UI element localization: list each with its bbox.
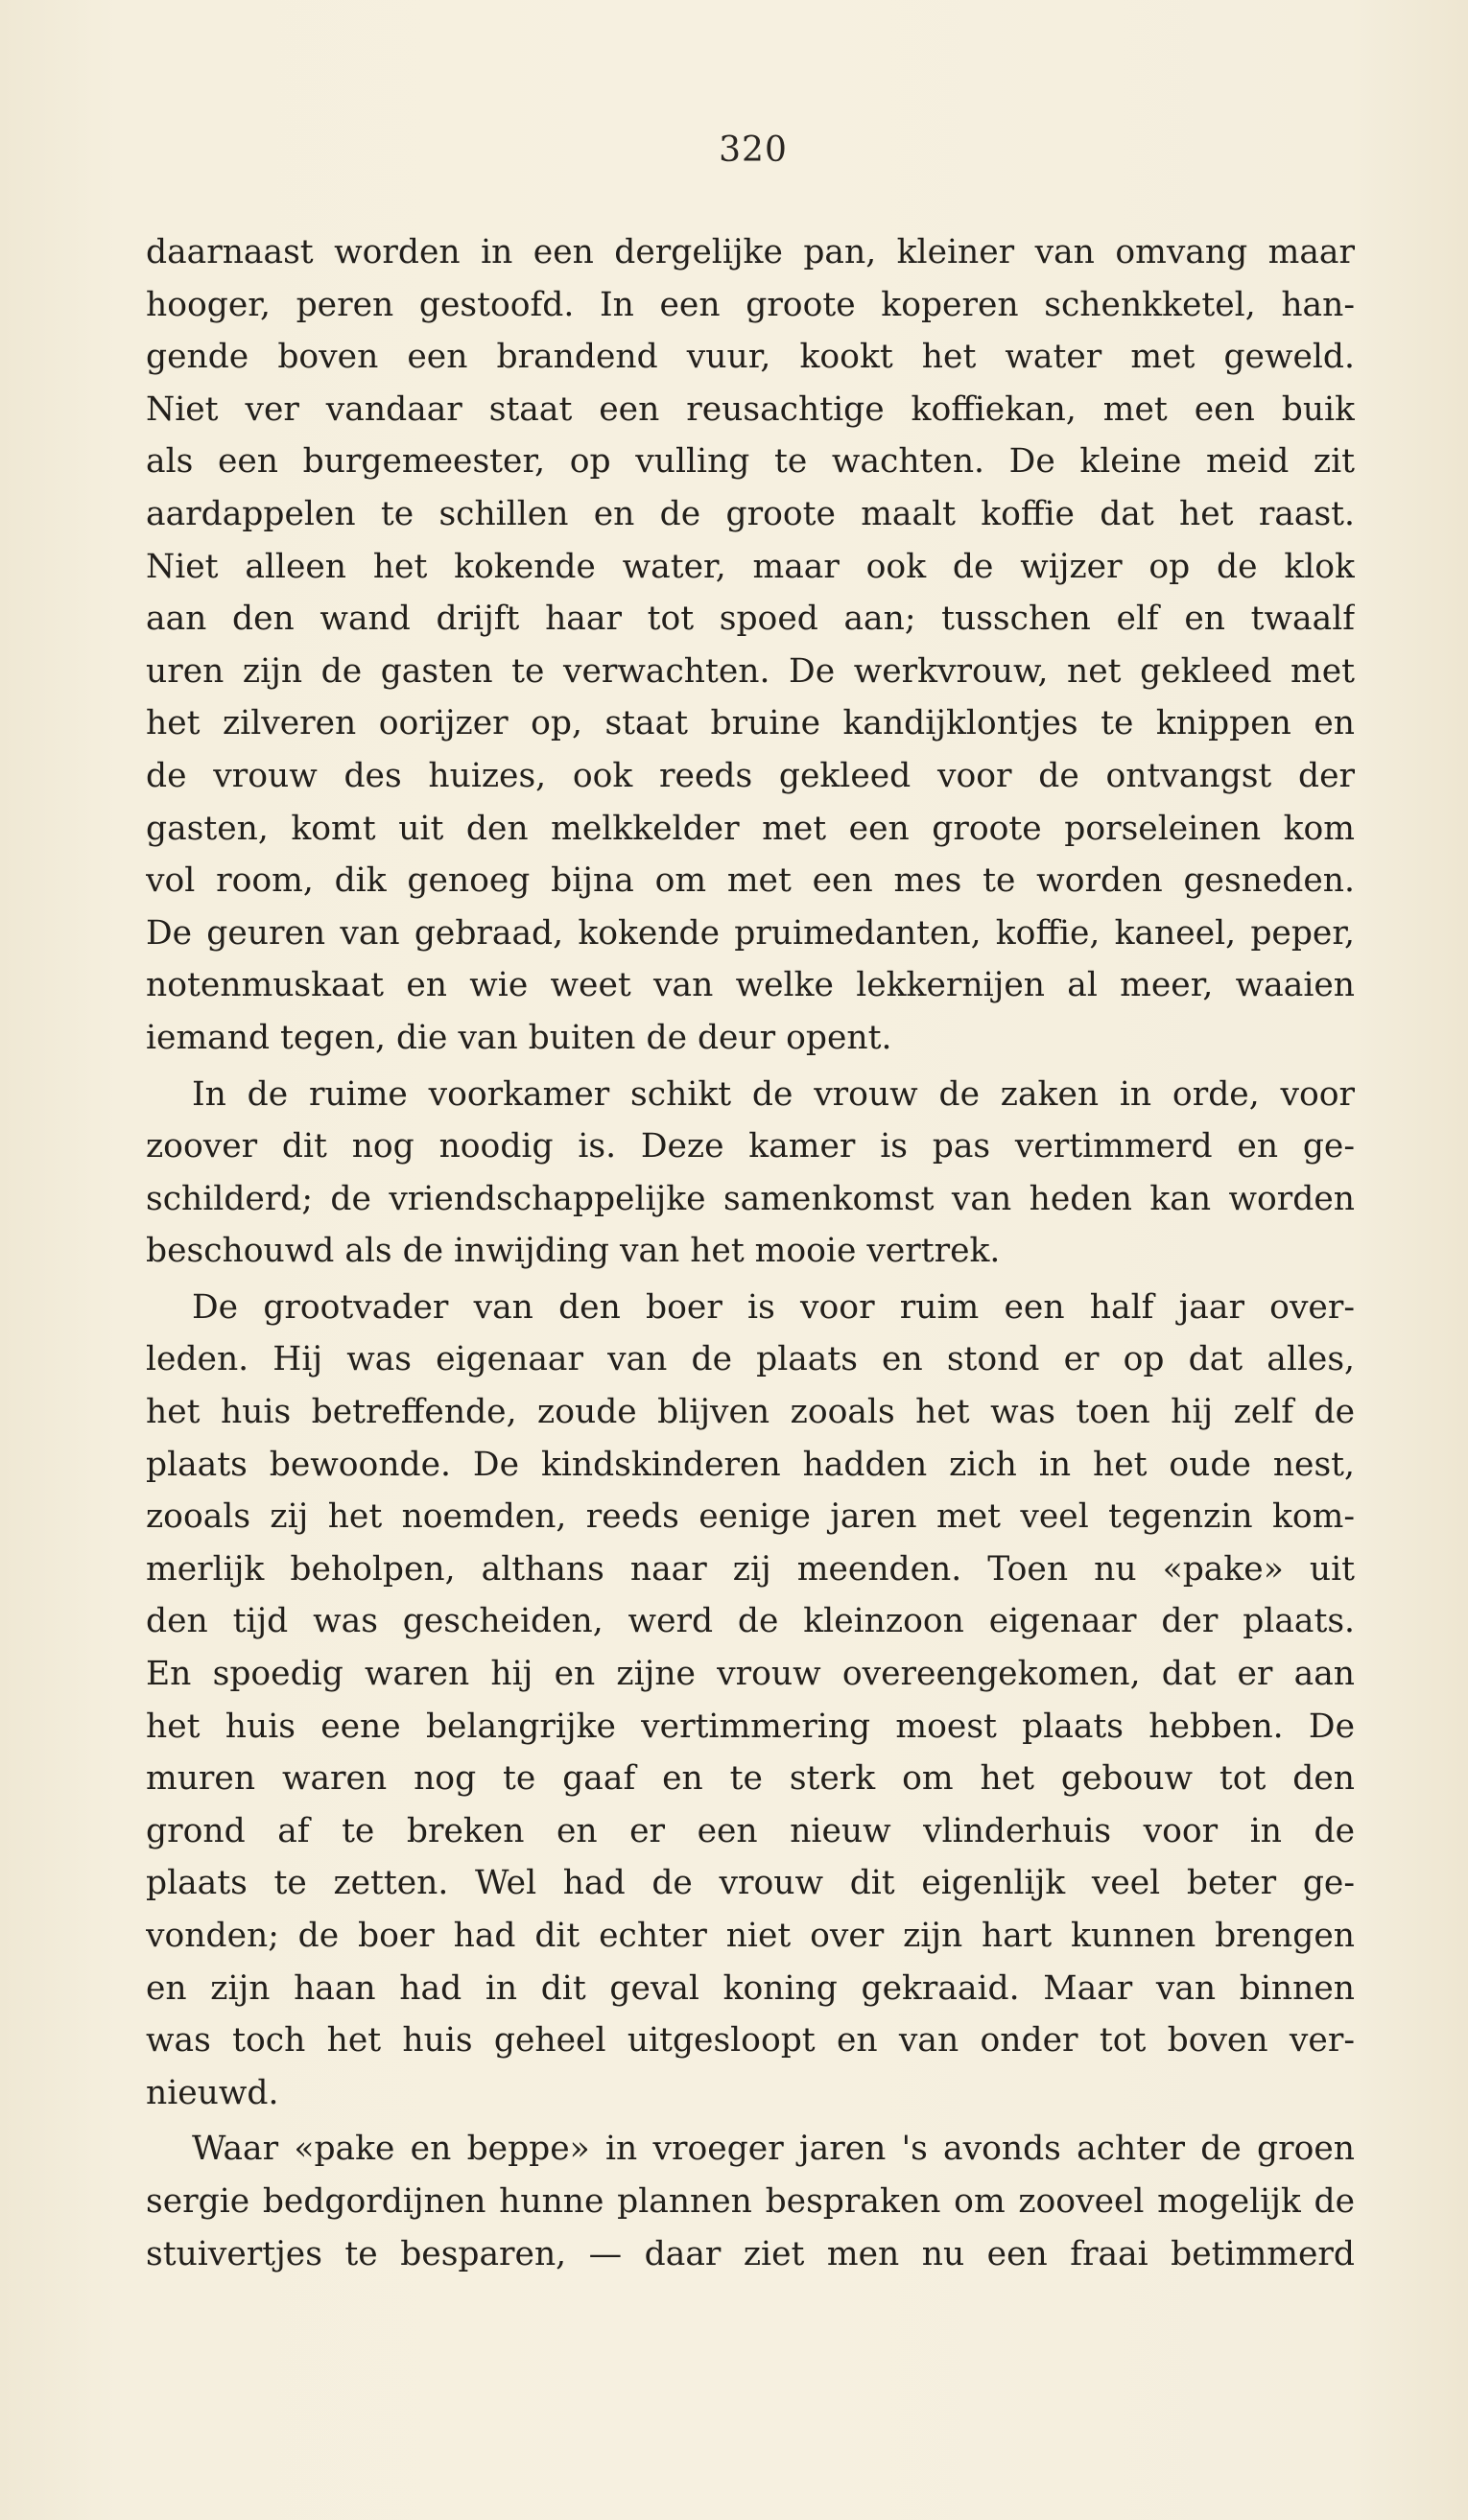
- text-line: den tijd was gescheiden, werd de kleinzoon eigenaar der plaats.: [146, 1602, 1355, 1641]
- text-line: In de ruime voorkamer schikt de vrouw de zaken in orde, voor: [192, 1074, 1355, 1114]
- text-line: Waar «pake en beppe» in vroeger jaren 's avonds achter de groen: [192, 2130, 1355, 2169]
- text-line: notenmuskaat en wie weet van welke lekkernijen al meer, waaien: [146, 966, 1355, 1005]
- text-line: schilderd; de vriendschappelijke samenkomst van heden kan worden: [146, 1179, 1355, 1218]
- text-line: sergie bedgordijnen hunne plannen bespraken om zooveel mogelijk de: [146, 2181, 1355, 2221]
- text-line: het huis eene belangrijke vertimmering moest plaats hebben. De: [146, 1707, 1355, 1746]
- paragraph: [146, 2123, 1355, 2280]
- text-line: zoover dit nog noodig is. Deze kamer is pas vertimmerd en ge-: [146, 1127, 1355, 1166]
- paragraph: [146, 1282, 1355, 2120]
- page-number: 320: [719, 130, 788, 170]
- body-text: [146, 226, 1355, 2280]
- text-line: nieuwd.: [146, 2073, 279, 2112]
- text-line: De grootvader van den boer is voor ruim een half jaar over-: [192, 1287, 1355, 1327]
- text-line: de vrouw des huizes, ook reeds gekleed voor de ontvangst der: [146, 756, 1355, 795]
- text-line: De geuren van gebraad, kokende pruimedanten, koffie, kaneel, peper,: [146, 913, 1355, 953]
- text-line: aan den wand drijft haar tot spoed aan; tusschen elf en twaalf: [146, 600, 1355, 639]
- text-line: beschouwd als de inwijding van het mooie vertrek.: [146, 1232, 1001, 1271]
- text-line: uren zijn de gasten te verwachten. De werkvrouw, net gekleed met: [146, 651, 1355, 691]
- text-line: vol room, dik genoeg bijna om met een mes te worden gesneden.: [146, 861, 1355, 901]
- text-line: stuivertjes te besparen, — daar ziet men nu een fraai betimmerd: [146, 2234, 1355, 2273]
- text-line: aardappelen te schillen en de groote maalt koffie dat het raast.: [146, 494, 1355, 533]
- text-line: Niet alleen het kokende water, maar ook de wijzer op de klok: [146, 547, 1355, 586]
- text-line: plaats te zetten. Wel had de vrouw dit eigenlijk veel beter ge-: [146, 1864, 1355, 1903]
- text-line: leden. Hij was eigenaar van de plaats en stond er op dat alles,: [146, 1340, 1355, 1379]
- text-line: muren waren nog te gaaf en te sterk om het gebouw tot den: [146, 1759, 1355, 1799]
- text-line: plaats bewoonde. De kindskinderen hadden zich in het oude nest,: [146, 1445, 1355, 1484]
- paragraph: [146, 1069, 1355, 1278]
- text-line: grond af te breken en er een nieuw vlinderhuis voor in de: [146, 1811, 1355, 1850]
- text-line: hooger, peren gestoofd. In een groote koperen schenkketel, han-: [146, 285, 1355, 324]
- text-line: gende boven een brandend vuur, kookt het water met geweld.: [146, 338, 1355, 377]
- text-line: vonden; de boer had dit echter niet over zijn hart kunnen brengen: [146, 1917, 1355, 1955]
- text-line: zooals zij het noemden, reeds eenige jaren met veel tegenzin kom-: [146, 1497, 1355, 1537]
- text-line: het huis betreffende, zoude blijven zooals het was toen hij zelf de: [146, 1393, 1355, 1432]
- text-line: merlijk beholpen, althans naar zij meenden. Toen nu «pake» uit: [146, 1549, 1355, 1589]
- text-line: Niet ver vandaar staat een reusachtige koffiekan, met een buik: [146, 389, 1355, 429]
- text-line: was toch het huis geheel uitgesloopt en van onder tot boven ver-: [146, 2021, 1355, 2061]
- text-line: als een burgemeester, op vulling te wachten. De kleine meid zit: [146, 442, 1355, 482]
- paragraph: [146, 226, 1355, 1065]
- text-line: iemand tegen, die van buiten de deur opent.: [146, 1018, 892, 1057]
- text-line: gasten, komt uit den melkkelder met een groote porseleinen kom: [146, 809, 1355, 848]
- text-line: daarnaast worden in een dergelijke pan, kleiner van omvang maar: [146, 233, 1355, 271]
- text-line: en zijn haan had in dit geval koning gekraaid. Maar van binnen: [146, 1968, 1355, 2008]
- text-line: het zilveren oorijzer op, staat bruine kandijklontjes te knippen en: [146, 704, 1355, 743]
- text-line: En spoedig waren hij en zijne vrouw overeengekomen, dat er aan: [146, 1655, 1355, 1694]
